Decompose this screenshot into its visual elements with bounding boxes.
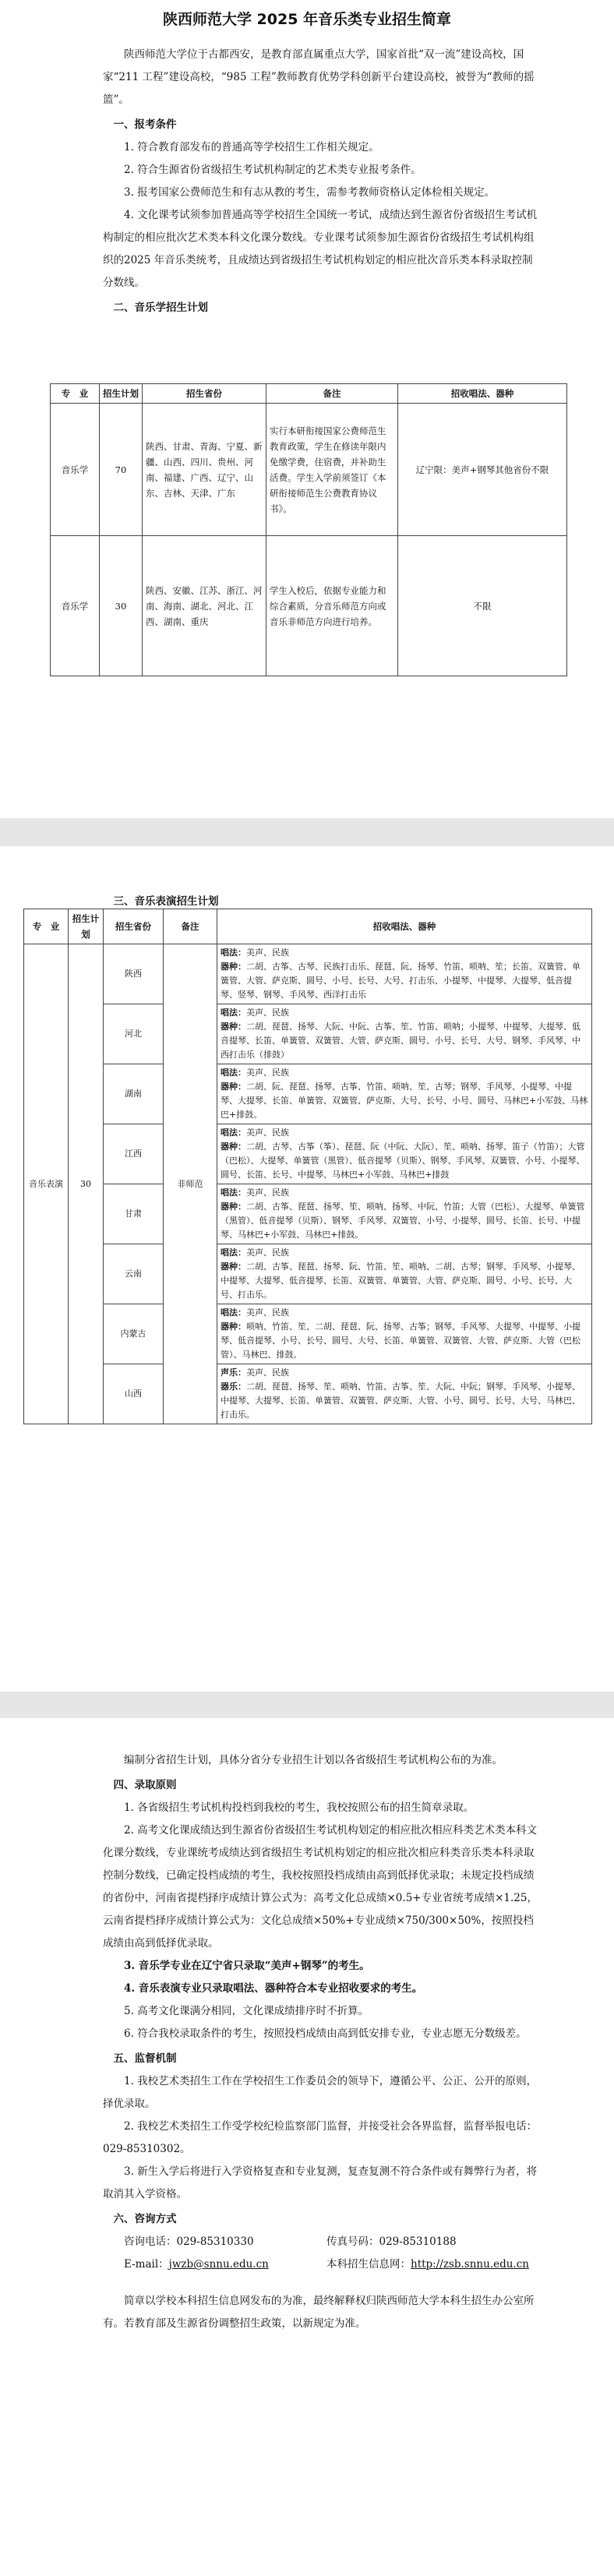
header-plan: 招生计划 bbox=[69, 909, 104, 944]
page-gap bbox=[0, 1692, 614, 1718]
section5-item: 3. 新生入学后将进行入学资格复查和专业复测，复查复测不符合条件或有舞弊行为者，将取消其入学资格。 bbox=[103, 2165, 538, 2200]
table-row bbox=[24, 944, 592, 1004]
cell-plan: 30 bbox=[100, 536, 143, 676]
website-label: 本科招生信息网： bbox=[326, 2258, 411, 2271]
cell-province: 江西 bbox=[104, 1124, 164, 1184]
cell-types: 不限 bbox=[398, 536, 567, 676]
cell-types: 声乐：美声、民族 器乐：二胡、琵琶、扬琴、笙、唢呐、竹笛、古筝、笙、大阮、中阮；钢琴、手风琴、小提琴、中提琴、大提琴、长笛、单簧管、双簧管、萨克斯、大管、小号、圆号、长号、大号、马林巴、打击乐。 bbox=[217, 1364, 592, 1424]
section6-heading: 六、咨询方式 bbox=[113, 2213, 177, 2225]
contact-row bbox=[103, 2231, 539, 2253]
section1-item: 4. 文化课考试须参加普通高等学校招生全国统一考试，成绩达到生源省份省级招生考试机构制定的相应批次艺术类本科文化课分数线。专业课考试须参加生源省份省级招生考试机构组织的2025 年音乐类统考，且成绩达到省级招生考试机构划定的相应批次音乐类本科录取控制分数线。 bbox=[103, 209, 538, 289]
page-gap bbox=[0, 818, 614, 846]
section2-heading: 二、音乐学招生计划 bbox=[113, 302, 208, 314]
cell-types: 唱法：美声、民族 器种：二胡、古筝、古琴、民族打击乐、琵琶、阮、扬琴、竹笛、唢呐、笙；长笛、双簧管、单簧管、大管、萨克斯、圆号、小号、长号、大号、打击乐、小提琴、中提琴、大提琴、低音提琴、竖琴、钢琴、手风琴、西洋打击乐 bbox=[217, 944, 592, 1004]
plan-note-paragraph: 编制分省招生计划，具体分省分专业招生计划以各省级招生考试机构公布的为准。 bbox=[124, 1754, 503, 1766]
header-types: 招收唱法、器种 bbox=[398, 384, 567, 404]
page3-body bbox=[103, 1749, 539, 2335]
cell-types: 唱法：美声、民族 器种：二胡、古筝、琵琶、扬琴、笙、唢呐、扬琴、中阮、竹笛；大管（巴松）、大提琴、单簧管（黑管）、低音提琴（贝斯）、钢琴、手风琴、双簧管、小号、小提琴、圆号、长笛、长号、中提琴、马林巴+小军鼓、马林巴+排鼓。 bbox=[217, 1184, 592, 1244]
cell-types: 唱法：美声、民族 器种：二胡、琵琶、扬琴、大阮、中阮、古筝、笙、竹笛、唢呐；小提琴、中提琴、大提琴、低音提琴、长笛、单簧管、双簧管、大管、萨克斯、圆号、小号、长号、大号、钢琴、手风琴、中西打击乐（排鼓） bbox=[217, 1004, 592, 1064]
cell-province: 甘肃 bbox=[104, 1184, 164, 1244]
table-row bbox=[24, 1004, 592, 1064]
section4-heading: 四、录取原则 bbox=[113, 1779, 177, 1791]
header-provinces: 招生省份 bbox=[143, 384, 266, 404]
section5-heading: 五、监督机制 bbox=[113, 2052, 177, 2065]
email-link[interactable]: jwzb@snnu.edu.cn bbox=[168, 2258, 269, 2271]
website-link[interactable]: http://zsb.snnu.edu.cn bbox=[411, 2258, 529, 2271]
email-row bbox=[124, 2253, 326, 2276]
section4-item: 2. 高考文化课成绩达到生源省份省级招生考试机构划定的相应批次相应科类艺术类本科文化课分数线，专业课统考成绩达到省级招生考试机构划定的相应批次相应科类音乐类本科录取控制分数线，已确定投档成绩的考生，我校按照投档成绩由高到低择优录取；未规定投档成绩的省份中，河南省提档择序成绩计算公式为：高考文化总成绩×0.5+专业省统考成绩×1.25，云南省提档择序成绩计算公式为：文化总成绩×50%+专业成绩×750/300×50%，按照投档成绩由高到低择优录取。 bbox=[103, 1824, 538, 1950]
section4-item: 3. 音乐学专业在辽宁省只录取“美声+钢琴”的考生。 bbox=[124, 1960, 370, 1972]
section4-item: 6. 符合我校录取条件的考生，按照投档成绩由高到低安排专业，专业志愿无分数级差。 bbox=[124, 2027, 527, 2040]
header-types: 招收唱法、器种 bbox=[217, 909, 592, 944]
section1-heading: 一、报考条件 bbox=[113, 118, 177, 131]
cell-types: 唱法：美声、民族 器种：唢呐、竹笛、笙、二胡、琵琶、阮、扬琴、古筝；钢琴、手风琴、大提琴、中提琴、小提琴、低音提琴、小号、长号、圆号、大号、长笛、单簧管、双簧管、大管、萨克斯、大管（巴松管）、马林巴、排鼓。 bbox=[217, 1304, 592, 1364]
intro-paragraph: 陕西师范大学位于古都西安，是教育部直属重点大学，国家首批“双一流”建设高校，国家“211 工程”建设高校，“985 工程”教师教育优势学科创新平台建设高校，被誉为“教师的摇篮”。 bbox=[103, 48, 535, 106]
cell-province: 云南 bbox=[104, 1244, 164, 1304]
cell-province: 内蒙古 bbox=[104, 1304, 164, 1364]
document-page-3 bbox=[0, 1718, 614, 2576]
section4-item: 1. 各省级招生考试机构投档到我校的考生，我校按照公布的招生简章录取。 bbox=[124, 1801, 475, 1814]
section1-item: 3. 报考国家公费师范生和有志从教的考生，需参考教师资格认定体检相关规定。 bbox=[124, 186, 496, 199]
table-row bbox=[24, 1304, 592, 1364]
table-row bbox=[24, 1184, 592, 1244]
table-row bbox=[24, 1124, 592, 1184]
cell-note: 学生入校后，依据专业能力和综合素质，分音乐师范方向或音乐非师范方向进行培养。 bbox=[266, 536, 398, 676]
music-study-plan-table bbox=[50, 383, 567, 676]
header-plan: 招生计划 bbox=[100, 384, 143, 404]
section1-item: 1. 符合教育部发布的普通高等学校招生工作相关规定。 bbox=[124, 141, 379, 154]
cell-major: 音乐学 bbox=[51, 404, 100, 536]
cell-note: 实行本研衔接国家公费师范生教育政策，学生在修读年限内免缴学费，住宿费，并补助生活费。学生入学前须签订《本研衔接师范生公费教育协议书》。 bbox=[266, 404, 398, 536]
cell-provinces: 陕西、甘肃、青海、宁夏、新疆、山西、四川、贵州、河南、福建、广西、辽宁、山东、吉林、天津、广东 bbox=[143, 404, 266, 536]
section4-item: 4. 音乐表演专业只录取唱法、器种符合本专业招收要求的考生。 bbox=[124, 1982, 423, 1995]
music-performance-plan-table bbox=[23, 909, 592, 1424]
table-row bbox=[24, 1064, 592, 1124]
cell-types: 唱法：美声、民族 器种：二胡、古琴、古筝（筝）、琵琶、阮（中阮、大阮）、笙、唢呐、扬琴、笛子（竹笛）；大管（巴松）、大提琴、单簧管（黑管）、低音提琴（贝斯）、钢琴、手风琴、双簧管、小号、小提琴、圆号、长笛、长号、中提琴、马林巴+小军鼓、马林巴+排鼓 bbox=[217, 1124, 592, 1184]
cell-province: 湖南 bbox=[104, 1064, 164, 1124]
page1-body bbox=[103, 44, 539, 319]
website-row bbox=[326, 2253, 529, 2276]
table-header-row bbox=[51, 384, 567, 404]
table-row bbox=[51, 536, 567, 676]
cell-major: 音乐学 bbox=[51, 536, 100, 676]
cell-province: 河北 bbox=[104, 1004, 164, 1064]
cell-province: 陕西 bbox=[104, 944, 164, 1004]
table-row bbox=[24, 1244, 592, 1304]
document-page-2 bbox=[0, 846, 614, 1692]
closing-paragraph: 简章以学校本科招生信息网发布的为准，最终解释权归陕西师范大学本科生招生办公室所有。若教育部及生源省份调整招生政策，以新规定为准。 bbox=[103, 2295, 535, 2330]
section1-item: 2. 符合生源省份省级招生考试机构制定的艺术类专业报考条件。 bbox=[124, 164, 422, 176]
section5-item: 1. 我校艺术类招生工作在学校招生工作委员会的领导下，遵循公平、公正、公开的原则，择优录取。 bbox=[103, 2075, 538, 2110]
cell-provinces: 陕西、安徽、江苏、浙江、河南、海南、湖北、河北、江西、湖南、重庆 bbox=[143, 536, 266, 676]
document-page-1 bbox=[0, 0, 614, 818]
contact-row bbox=[103, 2253, 539, 2276]
phone-text: 咨询电话：029-85310330 bbox=[124, 2235, 254, 2248]
cell-types: 唱法：美声、民族 器种：二胡、古筝、琵琶、扬琴、阮、竹笛、笙、唢呐、二胡、古琴；钢琴、手风琴、小提琴、中提琴、大提琴、低音提琴、长笛、双簧管、单簧管、大管、萨克斯、圆号、小号、长号、大号、打击乐。 bbox=[217, 1244, 592, 1304]
header-provinces: 招生省份 bbox=[104, 909, 164, 944]
header-note: 备注 bbox=[164, 909, 217, 944]
cell-types: 辽宁限：美声+钢琴其他省份不限 bbox=[398, 404, 567, 536]
table-row bbox=[51, 404, 567, 536]
cell-plan: 70 bbox=[100, 404, 143, 536]
table-row bbox=[24, 1364, 592, 1424]
fax-text: 传真号码：029-85310188 bbox=[326, 2235, 457, 2248]
cell-types: 唱法：美声、民族 器种：二胡、阮、琵琶、扬琴、古筝、竹笛、唢呐、笙、古琴；钢琴、手风琴、小提琴、中提琴、大提琴、长笛、单簧管、双簧管、萨克斯、大号、长号、小号、圆号、马林巴+小军鼓、马林巴+排鼓。 bbox=[217, 1064, 592, 1124]
cell-note: 非师范 bbox=[164, 944, 217, 1424]
cell-province: 山西 bbox=[104, 1364, 164, 1424]
section5-item: 2. 我校艺术类招生工作受学校纪检监察部门监督，并接受社会各界监督，监督举报电话：029-85310302。 bbox=[103, 2120, 538, 2155]
section3-heading: 三、音乐表演招生计划 bbox=[113, 895, 219, 908]
cell-plan: 30 bbox=[69, 944, 104, 1424]
section4-item: 5. 高考文化课满分相同，文化课成绩排序时不折算。 bbox=[124, 2005, 369, 2017]
document-title: 陕西师范大学 2025 年音乐类专业招生简章 bbox=[162, 11, 452, 28]
header-note: 备注 bbox=[266, 384, 398, 404]
header-major: 专 业 bbox=[51, 384, 100, 404]
email-label: E-mail： bbox=[124, 2258, 169, 2271]
header-major: 专 业 bbox=[24, 909, 69, 944]
cell-major: 音乐表演 bbox=[24, 944, 69, 1424]
table-header-row bbox=[24, 909, 592, 944]
